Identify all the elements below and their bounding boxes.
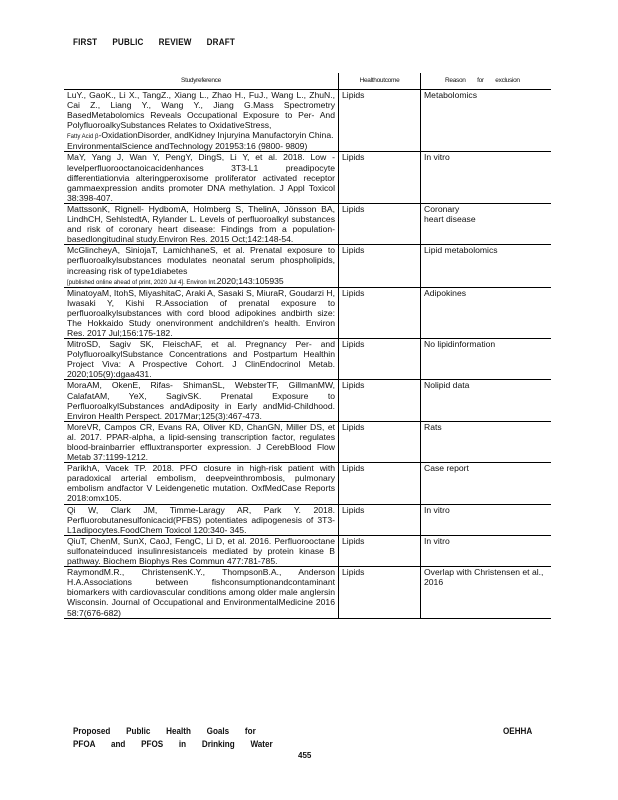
study-reference-cell: [64, 287, 339, 338]
footer-title-line2: PFOA and PFOS in Drinking Water: [73, 739, 273, 749]
study-reference-text: Qi W, Clark JM, Timme-Laragy AR, Park Y. 2018. Perfluorobutanesulfonicacid(PFBS) potentiates adipogenesis of 3T3-L1adipocytes.FoodChem Toxicol 120:340- 345.: [67, 504, 335, 535]
table-row: [64, 90, 551, 152]
study-reference-text: LuY., GaoK., Li X., TangZ., Xiang L., Zhao H., FuJ., Wang L., ZhuN., Cai Z., Liang Y., Wang Y., Jiang G.Mass Spectrometry BasedMetabolomics Reveals Occupational Exposure to Per- And PolyfluoroalkySubstances Relates to OxidativeStress,: [67, 90, 335, 131]
exclusion-reason-cell: Coronary heart disease: [421, 203, 552, 244]
health-outcome-cell: Lipids: [339, 535, 421, 566]
table-row: [64, 152, 551, 203]
exclusion-reason-cell: In vitro: [421, 152, 552, 203]
exclusion-reason-cell: No lipidinformation: [421, 339, 552, 380]
footer-agency: OEHHA: [503, 726, 533, 736]
study-reference-tail-text: 2020;143:105935: [216, 275, 284, 286]
study-reference-cell: [64, 463, 339, 504]
study-reference-text: MinatoyaM, ItohS, MiyashitaC, Araki A, Sasaki S, MiuraR, Goudarzi H, Iwasaki Y, Kishi R.Association of prenatal exposure to perfluoroalkylsubstances with cord blood adipokines andbirth size: The Hokkaido Study onenvironment andchildren's health. Environ Res. 2017 Jul;156:175-182.: [67, 287, 335, 338]
table-row: [64, 535, 551, 566]
health-outcome-cell: Lipids: [339, 567, 421, 618]
health-outcome-cell: Lipids: [339, 463, 421, 504]
health-outcome-cell: Lipids: [339, 152, 421, 203]
draft-header: FIRST PUBLIC REVIEW DRAFT: [73, 37, 235, 47]
table-row: [64, 339, 551, 380]
study-reference-cell: [64, 152, 339, 203]
table-row: [64, 203, 551, 244]
table-row: [64, 287, 551, 338]
study-reference-small-text: [published online ahead of print, 2020 Jul 4]. Environ Int.: [67, 279, 217, 286]
footer-title-line1: Proposed Public Health Goals for: [73, 726, 256, 736]
health-outcome-cell: Lipids: [339, 90, 421, 152]
study-reference-text: RaymondM.R., ChristensenK.Y., ThompsonB.A., Anderson H.A.Associations between fishconsumptionandcontaminant biomarkers with cardiovascular conditions among older male anglersin Wisconsin. Journal of Occupational and EnvironmentalMedicine 2016 58:7(676-682): [67, 567, 335, 618]
study-reference-tail-text: -OxidationDisorder, andKidney Injuryina Manufactoryin China. EnvironmentalScience andTechnology 201953:16 (9800- 9809): [67, 130, 334, 152]
study-reference-text: QiuT, ChenM, SunX, CaoJ, FengC, Li D, et al. 2016. Perfluorooctane sulfonateinduced insulinresistanceis mediated by protein kinase B pathway. Biochem Biophys Res Commun 477:781-785.: [67, 535, 335, 567]
exclusion-table: [64, 73, 551, 619]
study-reference-text: MaY, Yang J, Wan Y, PengY, DingS, Li Y, et al. 2018. Low -levelperfluorooctanoicacidenhances 3T3-L1 preadipocyte differentiationvia alteringperoxisome proliferator activated receptor gammaexpression andits promoter DNA methylation. J Appl Toxicol 38:398-407.: [67, 152, 335, 203]
exclusion-reason-cell: In vitro: [421, 504, 552, 535]
table-body: [64, 90, 551, 619]
study-reference-cell: [64, 339, 339, 380]
study-reference-cell: [64, 567, 339, 618]
health-outcome-cell: Lipids: [339, 339, 421, 380]
column-header-reason: Reason for exclusion: [421, 73, 552, 90]
exclusion-reason-cell: Rats: [421, 421, 552, 462]
table-row: [64, 380, 551, 421]
study-reference-text: MitroSD, Sagiv SK, FleischAF, et al. Pregnancy Per- and PolyfluoroalkylSubstance Concentrations and Postpartum Healthin Project Viva: A Prospective Cohort. J ClinEndocrinol Metab. 2020;105(9):dgaa431.: [67, 339, 335, 380]
page-number: 455: [298, 751, 312, 760]
exclusion-reason-cell: In vitro: [421, 535, 552, 566]
exclusion-reason-cell: Overlap with Christensen et al., 2016: [421, 567, 552, 618]
study-reference-text: McGlincheyA, SiniojaT, LamichhaneS, et al. Prenatal exposure to perfluoroalkylsubstances modulates neonatal serum phospholipids, increasing risk of type1diabetes: [67, 245, 335, 276]
study-reference-text: ParikhA, Vacek TP. 2018. PFO closure in high-risk patient with paradoxical arterial embolism, deepveinthrombosis, pulmonary embolism andfactor V Leidengenetic mutation. OxfMedCase Reports 2018:omx105.: [67, 463, 335, 504]
table-header-row: [64, 73, 551, 90]
health-outcome-cell: Lipids: [339, 504, 421, 535]
exclusion-reason-cell: Case report: [421, 463, 552, 504]
exclusion-reason-cell: Nolipid data: [421, 380, 552, 421]
table-row: [64, 567, 551, 618]
exclusion-reason-cell: Metabolomics: [421, 90, 552, 152]
column-header-outcome: Healthoutcome: [339, 73, 421, 90]
table-row: [64, 463, 551, 504]
study-reference-cell: [64, 380, 339, 421]
study-reference-cell: [64, 203, 339, 244]
health-outcome-cell: Lipids: [339, 245, 421, 287]
study-reference-small-text: Fatty Acid β: [67, 134, 99, 141]
table-row: [64, 421, 551, 462]
exclusion-reason-cell: Lipid metabolomics: [421, 245, 552, 287]
study-reference-cell: [64, 504, 339, 535]
health-outcome-cell: Lipids: [339, 287, 421, 338]
study-reference-cell: [64, 421, 339, 462]
table-row: [64, 504, 551, 535]
study-reference-text: MoraAM, OkenE, Rifas- ShimanSL, WebsterTF, GillmanMW, CalafatAM, YeX, SagivSK. Prenatal Exposure to PerfluoroalkylSubstances andAdiposity in Early andMid-Childhood. Environ Health Perspect. 2017Mar;125(3):467-473.: [67, 380, 335, 421]
table-row: [64, 245, 551, 287]
study-reference-text: MattssonK, Rignell- HydbomA, Holmberg S, ThelinA, Jönsson BA, LindhCH, SehlstedtA, Rylander L. Levels of perfluoroalkyl substances and risk of coronary heart disease: Findings from a population-basedlongitudinal study.Environ Res. 2015 Oct;142:148-54.: [67, 203, 335, 245]
health-outcome-cell: Lipids: [339, 380, 421, 421]
study-reference-cell: [64, 535, 339, 566]
study-reference-cell: [64, 245, 339, 287]
study-reference-text: MoreVR, Campos CR, Evans RA, Oliver KD, ChanGN, Miller DS, et al. 2017. PPAR-alpha, a lipid-sensing transcription factor, regulates blood-brainbarrier effluxtransporter expression. J CerebBlood Flow Metab 37:1199-1212.: [67, 421, 335, 463]
exclusion-reason-cell: Adipokines: [421, 287, 552, 338]
health-outcome-cell: Lipids: [339, 203, 421, 244]
study-reference-cell: [64, 90, 339, 152]
column-header-study: Studyreference: [181, 76, 221, 84]
health-outcome-cell: Lipids: [339, 421, 421, 462]
